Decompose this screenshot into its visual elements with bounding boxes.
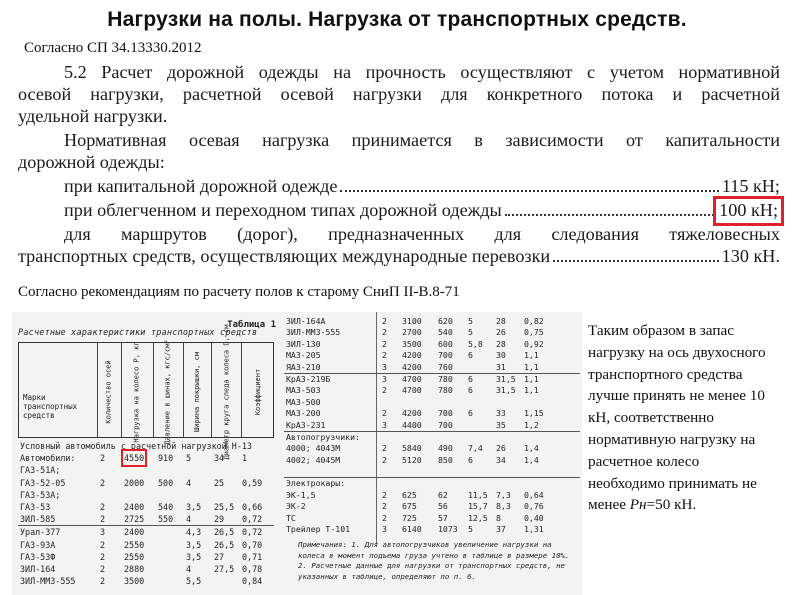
table-cell: 3500 — [124, 576, 145, 587]
sp-item-capital — [64, 176, 780, 198]
table-cell: 1,1 — [524, 373, 539, 384]
table-right-rows — [284, 316, 580, 535]
table-cell: 1,31 — [524, 524, 544, 535]
table-cell: 2 — [100, 576, 106, 587]
table-row — [284, 408, 580, 419]
table-cell: 700 — [438, 408, 453, 419]
table-row — [284, 466, 580, 477]
table-cell: 0,78 — [242, 563, 263, 574]
table-cell: 2 — [100, 551, 106, 562]
table-row — [18, 464, 274, 476]
table-cell: 0,84 — [242, 576, 263, 587]
table-cell: 33 — [496, 408, 506, 419]
sp-item-capital-label: при капитальной дорожной одежде — [64, 176, 338, 196]
table-cell: 2 — [100, 477, 106, 488]
table-cell: 540 — [438, 327, 453, 338]
table-cell: 25 — [214, 477, 225, 488]
recommendation-note: Согласно рекомендациям по расчету полов к старому СниП II-В.8-71 — [18, 284, 460, 300]
table-cell: МАЗ-200 — [286, 408, 321, 419]
table-cell: 4200 — [402, 408, 422, 419]
table-cell: 1,2 — [524, 419, 539, 430]
table-cell: ЯАЗ-210 — [286, 361, 321, 372]
table-cell: 30 — [496, 350, 506, 361]
table-cell: ЭК-2 — [286, 501, 306, 512]
conclusion-line: Таким образом в запас — [588, 322, 734, 339]
header-wheel-load: Нагрузка на колесо P, кг — [133, 341, 141, 443]
table-cell: 2 — [382, 385, 387, 396]
table-cell: 2 — [100, 514, 106, 525]
table-row — [284, 431, 580, 443]
table-cell: 3 — [382, 419, 387, 430]
table-cell: 6140 — [402, 524, 422, 535]
table-cell: 910 — [158, 453, 174, 464]
table-cell: 0,75 — [524, 327, 544, 338]
table-cell: 0,76 — [524, 501, 544, 512]
table-cell: 4200 — [402, 361, 422, 372]
table-cell: Трейлер Т-101 — [286, 524, 351, 535]
sp-para1-line3: удельной нагрузки. — [18, 106, 168, 126]
table-cell: ГАЗ-53А; — [20, 489, 61, 500]
conclusion-line: лучше принять не менее 10 — [588, 387, 765, 405]
table-cell: 2550 — [124, 551, 145, 562]
table-cell: 780 — [438, 385, 453, 396]
table-cell: 3,5 — [186, 539, 202, 550]
conclusion-line-final: менее Рн=50 кН. — [588, 496, 697, 514]
table-row — [18, 477, 274, 489]
source-note: Согласно СП 34.13330.2012 — [24, 40, 202, 56]
table-left-rows — [18, 440, 274, 587]
page-title: Нагрузки на полы. Нагрузка от транспортных средств. — [107, 8, 687, 31]
table-cell: 31,5 — [496, 385, 516, 396]
table-cell: 2700 — [402, 327, 422, 338]
table-cell: 0,72 — [242, 527, 263, 538]
table-cell: 4400 — [402, 419, 422, 430]
sp-para1-line2: осевой нагрузки, расчетной осевой нагрузки для конкретного потока и расчетной — [18, 84, 780, 104]
table-cell: 1,15 — [524, 408, 544, 419]
table-cell: 500 — [158, 477, 174, 488]
table-cell: 3 — [382, 373, 387, 384]
table-cell: ЗИЛ-164 — [20, 563, 56, 574]
header-mark: Марки транспортных средств — [23, 393, 78, 420]
table-cell: 7,3 — [496, 489, 511, 500]
table-cell: 6 — [468, 385, 473, 396]
table-cell: 2 — [382, 327, 387, 338]
table-cell: 2 — [382, 454, 387, 465]
table-caption: Расчетные характеристики транспортных средств — [18, 328, 258, 338]
table-row — [284, 455, 580, 466]
sp-item-capital-value: 115 кН; — [721, 176, 780, 196]
table-cell: 675 — [402, 501, 417, 512]
sp-item-routes — [18, 246, 780, 268]
dot-leader — [553, 260, 718, 262]
table-cell: 4700 — [402, 373, 422, 384]
table-cell: 2 — [382, 501, 387, 512]
table-row — [18, 563, 274, 575]
table-cell: 4700 — [402, 385, 422, 396]
table-cell: 4550 — [124, 453, 145, 464]
table-cell: 15,7 — [468, 501, 488, 512]
table-cell: 29 — [214, 514, 225, 525]
table-cell: 2 — [382, 512, 387, 523]
table-row — [284, 373, 580, 385]
table-cell: 4002; 4045М — [286, 454, 341, 465]
table-cell: 26 — [496, 327, 506, 338]
table-row — [284, 327, 580, 338]
table-cell: 1 — [242, 453, 248, 464]
table-cell: 6 — [468, 408, 473, 419]
table-cell: 4000; 4043М — [286, 443, 341, 454]
table-row — [18, 489, 274, 501]
table-cell: 2000 — [124, 477, 145, 488]
table-cell: 27,5 — [214, 563, 235, 574]
table-cell: МАЗ-205 — [286, 350, 321, 361]
table-footnote: Примечания: 1. Для автопогрузчиков увеличение нагрузки на колеса в момент подъема груза учтено в таблице в размере 10%. 2. Расчетные данные для нагрузки от транспортных средств, не указанных в таблице, определяют по п. 6. — [298, 540, 570, 581]
table-cell: 26,5 — [214, 527, 235, 538]
table-cell: 8,3 — [496, 501, 511, 512]
table-cell: 3,5 — [186, 551, 202, 562]
table-row — [284, 443, 580, 454]
table-cell: 11,5 — [468, 489, 488, 500]
table-cell: 26 — [496, 443, 506, 454]
table-cell: 56 — [438, 501, 448, 512]
conclusion-line: транспортного средства — [588, 365, 743, 383]
table-cell: ЗИЛ-130 — [286, 338, 321, 349]
table-cell: 1,4 — [524, 454, 539, 465]
table-cell: 0,71 — [242, 551, 263, 562]
table-row — [284, 397, 580, 408]
table-cell: ЗИЛ-ММЗ-555 — [20, 576, 76, 587]
table-cell: 0,70 — [242, 539, 263, 550]
table-cell: 12,5 — [468, 512, 488, 523]
table-cell: 28 — [496, 338, 506, 349]
table-row — [18, 440, 274, 452]
header-trace-diameter: Диаметр круга следа колеса D, см — [222, 324, 231, 460]
table-cell: 2 — [100, 539, 106, 550]
table-cell: Урал-377 — [20, 527, 61, 538]
sp-item-routes-line1: для маршрутов (дорог), предназначенных для следования тяжеловесных — [64, 224, 780, 244]
sp-item-routes-label: транспортных средств, осуществляющих международные перевозки — [18, 246, 551, 266]
sp-para2-line1: Нормативная осевая нагрузка принимается в зависимости от капитальности — [64, 130, 780, 150]
table-row — [18, 452, 274, 464]
table-cell: 3 — [382, 361, 387, 372]
sp-item-light-label: при облегченном и переходном типах дорожной одежды — [64, 200, 502, 220]
table-cell: 850 — [438, 454, 453, 465]
table-cell: 2 — [100, 453, 106, 464]
table-cell: ЗИЛ-164А — [286, 316, 326, 326]
table-cell: 0,64 — [524, 489, 544, 500]
table-cell: Условный автомобиль с расчетной нагрузкой Н-13 — [20, 441, 252, 451]
table-cell: 5,5 — [186, 576, 202, 587]
table-cell: ЭК-1,5 — [286, 489, 316, 500]
table-cell: 27 — [214, 551, 225, 562]
table-cell: 2 — [382, 316, 387, 326]
table-row — [18, 539, 274, 551]
table-row — [18, 513, 274, 525]
table-cell: КрАЗ-231 — [286, 419, 326, 430]
table-cell: 0,40 — [524, 512, 544, 523]
table-cell: МАЗ-500 — [286, 396, 321, 407]
table-row — [284, 490, 580, 501]
table-cell: 0,66 — [242, 501, 263, 512]
table-cell: ГАЗ-53Ф — [20, 551, 56, 562]
sp-item-light — [64, 200, 780, 222]
table-cell: 550 — [158, 514, 174, 525]
table-cell: 2550 — [124, 539, 145, 550]
table-row — [284, 350, 580, 361]
table-cell: 2 — [382, 408, 387, 419]
table-cell: 0,92 — [524, 338, 544, 349]
table-cell: 5 — [468, 327, 473, 338]
table-cell: 4 — [186, 514, 192, 525]
table-row — [284, 420, 580, 431]
table-cell: 4 — [186, 563, 192, 574]
table-row — [284, 501, 580, 512]
sp-para1-line1: 5.2 Расчет дорожной одежды на прочность осуществляют с учетом нормативной — [64, 62, 780, 82]
table-cell: Автопогрузчики: — [286, 431, 360, 442]
table-cell: 1,4 — [524, 443, 539, 454]
table-cell: 2880 — [124, 563, 145, 574]
sp-item-routes-value: 130 кН. — [721, 246, 780, 266]
conclusion-line: кН, соответственно — [588, 409, 715, 427]
table-cell: 37 — [496, 524, 506, 535]
table-cell: 0,72 — [242, 514, 263, 525]
sp-item-light-value-highlighted: 100 кН; — [719, 200, 778, 220]
load-symbol: Рн — [629, 496, 647, 514]
table-row — [18, 501, 274, 513]
table-cell: ГАЗ-53 — [20, 501, 51, 512]
dot-leader — [505, 214, 714, 216]
table-row — [284, 513, 580, 524]
table-cell: 25,5 — [214, 501, 235, 512]
table-cell: 2 — [382, 338, 387, 349]
table-row — [284, 385, 580, 396]
table-cell: КрАЗ-219Б — [286, 373, 331, 384]
sp-para2-line2: дорожной одежды: — [18, 152, 165, 172]
table-cell: 3,5 — [186, 501, 202, 512]
table-cell: 5 — [468, 316, 473, 326]
table-cell: 6 — [468, 454, 473, 465]
table-cell: 8 — [496, 512, 501, 523]
table-cell: 2400 — [124, 501, 145, 512]
table-cell: 5 — [186, 453, 192, 464]
table-row — [18, 575, 274, 587]
table-cell: 4200 — [402, 350, 422, 361]
table-row — [18, 525, 274, 538]
table-cell: 0,59 — [242, 477, 263, 488]
header-coefficient: Коэффициент — [254, 368, 263, 416]
table-cell: 540 — [158, 501, 174, 512]
table-cell: 5840 — [402, 443, 422, 454]
table-cell: 1,1 — [524, 361, 539, 372]
table-cell: 625 — [402, 489, 417, 500]
table-cell: 620 — [438, 316, 453, 326]
table-cell: 62 — [438, 489, 448, 500]
table-cell: 28 — [496, 316, 506, 326]
table-cell: 7,4 — [468, 443, 483, 454]
table-cell: 2725 — [124, 514, 145, 525]
dot-leader — [340, 190, 718, 192]
table-row — [284, 362, 580, 373]
table-cell: 3100 — [402, 316, 422, 326]
header-axles: Количество осей — [105, 360, 113, 424]
table-cell: 6 — [468, 350, 473, 361]
table-cell: 26,5 — [214, 539, 235, 550]
table-cell: 1073 — [438, 524, 458, 535]
table-cell: 2 — [100, 501, 106, 512]
table-cell: 2 — [382, 443, 387, 454]
table-cell: 2 — [382, 350, 387, 361]
table-cell: 5120 — [402, 454, 422, 465]
table-cell: Электрокары: — [286, 478, 346, 489]
table-cell: ЗИЛ-585 — [20, 514, 56, 525]
table-cell: ТС — [286, 512, 296, 523]
table-cell: МАЗ-503 — [286, 385, 321, 396]
table-row — [18, 551, 274, 563]
conclusion-line: нормативную нагрузку на — [588, 430, 756, 448]
table-cell: 700 — [438, 419, 453, 430]
table-cell: 3500 — [402, 338, 422, 349]
table-cell: ГАЗ-93А — [20, 539, 56, 550]
table-row — [284, 524, 580, 535]
table-right-part — [284, 312, 580, 595]
table-cell: 57 — [438, 512, 448, 523]
table-1-scan — [12, 312, 582, 595]
table-row — [284, 477, 580, 489]
table-cell: 725 — [402, 512, 417, 523]
table-cell: 1,1 — [524, 385, 539, 396]
table-cell: 31 — [496, 361, 506, 372]
table-cell: 2 — [382, 489, 387, 500]
table-cell: ГАЗ-52-05 — [20, 477, 66, 488]
table-cell: 2400 — [124, 527, 145, 538]
table-left-part — [18, 312, 280, 595]
table-cell: 780 — [438, 373, 453, 384]
table-cell: 2 — [100, 563, 106, 574]
header-tire-pressure: Давление в шинах, кгс/см² — [164, 339, 173, 445]
table-cell: 34 — [214, 453, 225, 464]
table-cell: 34 — [496, 454, 506, 465]
table-number: Таблица 1 — [227, 320, 276, 330]
table-cell: 1,1 — [524, 350, 539, 361]
conclusion-text — [588, 320, 788, 516]
table-cell: 490 — [438, 443, 453, 454]
table-cell: 3 — [382, 524, 387, 535]
table-cell: 700 — [438, 350, 453, 361]
conclusion-line: необходимо принимать не — [588, 474, 757, 492]
table-cell: 4 — [186, 477, 192, 488]
table-row — [284, 339, 580, 350]
conclusion-line: расчетное колесо — [588, 452, 700, 470]
table-cell: Автомобили: — [20, 453, 76, 464]
sp-scan-excerpt — [18, 62, 784, 274]
table-cell: 5,8 — [468, 338, 483, 349]
table-cell: 6 — [468, 373, 473, 384]
table-cell: ЗИЛ-ММЗ-555 — [286, 327, 341, 338]
table-cell: 5 — [468, 524, 473, 535]
table-cell: 4,3 — [186, 527, 202, 538]
table-row — [284, 316, 580, 327]
table-cell: 35 — [496, 419, 506, 430]
table-cell: 600 — [438, 338, 453, 349]
table-cell: 31,5 — [496, 373, 516, 384]
table-cell: 760 — [438, 361, 453, 372]
table-cell: 0,82 — [524, 316, 544, 326]
header-tire-width: Ширина покрышки, см — [193, 351, 202, 433]
table-cell: ГАЗ-51А; — [20, 465, 61, 476]
table-cell: 3 — [100, 527, 106, 538]
conclusion-line: нагрузку на ось двухосного — [588, 343, 766, 361]
